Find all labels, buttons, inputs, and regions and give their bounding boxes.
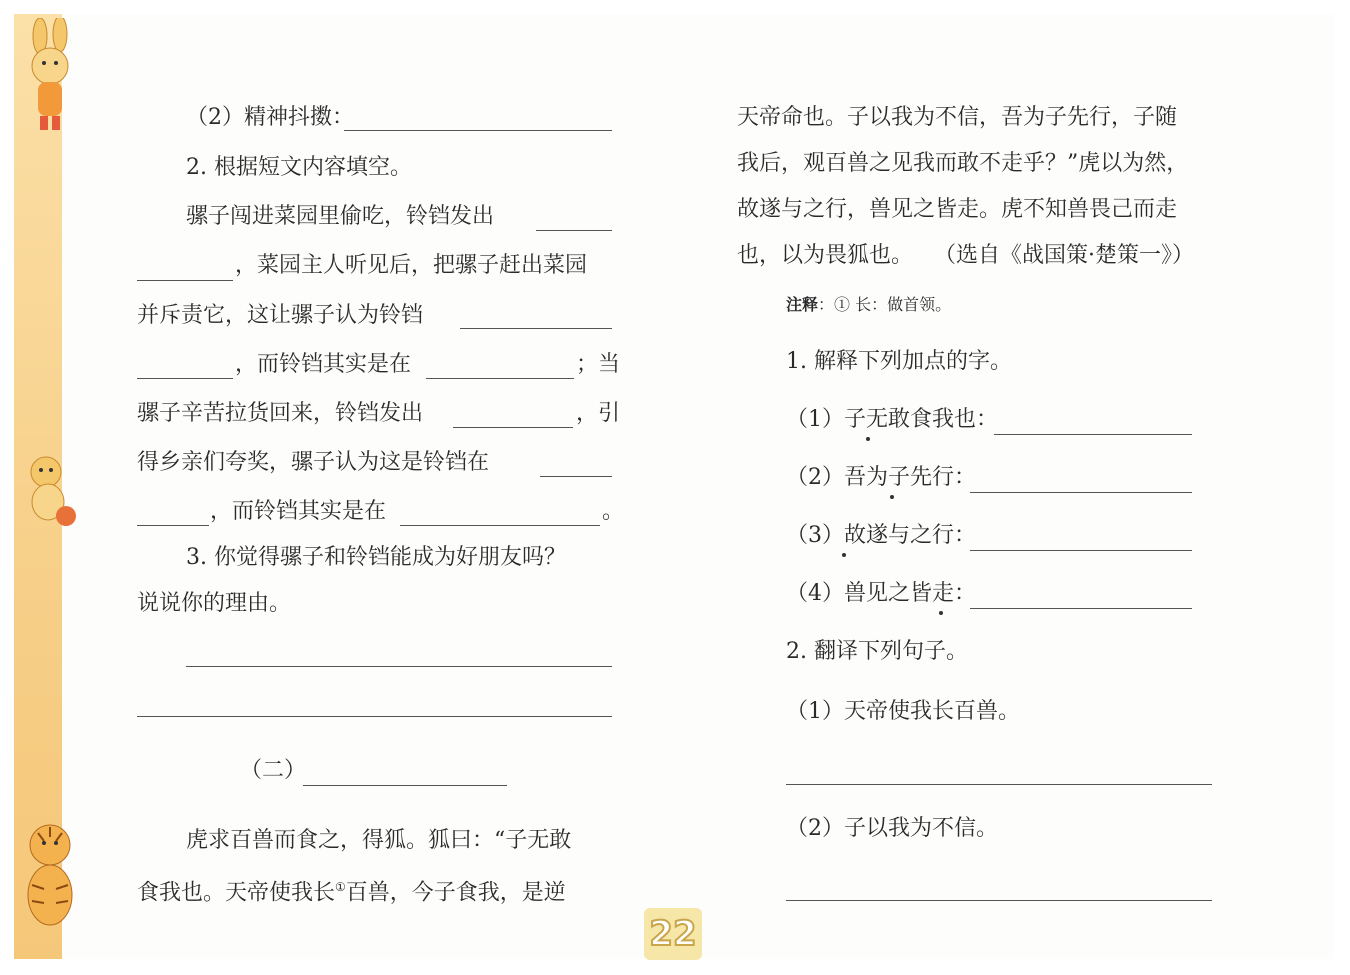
classical-text-line: 食我也。天帝使我长①百兽，今子食我，是逆 [137,880,566,906]
classical-text-line: 也，以为畏狐也。 [737,243,914,268]
source-citation: （选自《战国策·楚策一》） [934,243,1194,268]
answer-item-2: （2）精神抖擞： [186,105,354,130]
classical-text-line: 虎求百兽而食之，得狐。狐曰：“子无敢 [186,828,572,853]
tiger-mascot-icon [18,815,80,933]
answer-blank[interactable] [137,378,233,379]
answer-line[interactable] [786,784,1212,785]
question-1-item-2: （2）吾为子先行： [786,465,976,490]
squirrel-mascot-icon [18,450,80,535]
question-3: 3. 你觉得骡子和铃铛能成为好朋友吗？ [186,545,566,570]
answer-blank[interactable] [994,434,1192,435]
answer-blank[interactable] [536,230,612,231]
classical-text-line: 天帝命也。子以我为不信，吾为子先行，子随 [737,105,1178,130]
question-1-item-3: （3）故遂与之行： [786,523,976,548]
passage-line: ，而铃铛其实是在 [210,499,387,524]
answer-blank[interactable] [540,476,612,477]
question-3-cont: 说说你的理由。 [137,591,292,616]
question-1: 1. 解释下列加点的字。 [786,349,1012,374]
answer-blank[interactable] [453,427,573,428]
question-2: 2. 根据短文内容填空。 [186,155,412,180]
answer-line[interactable] [186,666,612,667]
passage-line: 骡子闯进菜园里偷吃，铃铛发出 [186,204,495,229]
page-number: 22 [644,908,702,960]
answer-blank[interactable] [970,550,1192,551]
answer-blank[interactable] [460,328,612,329]
question-1-item-4: （4）兽见之皆走： [786,581,976,606]
classical-text-line: 我后，观百兽之见我而敢不走乎？”虎以为然， [737,151,1189,176]
translate-item-1: （1）天帝使我长百兽。 [786,699,1020,724]
question-1-item-1: （1）子无敢食我也： [786,407,998,432]
emphasis-dot [939,611,943,615]
answer-blank[interactable] [400,525,600,526]
answer-blank[interactable] [970,608,1192,609]
answer-line[interactable] [786,900,1212,901]
passage-line: ；当 [576,352,621,377]
classical-text-line: 故遂与之行，兽见之皆走。虎不知兽畏己而走 [737,197,1178,222]
emphasis-dot [842,553,846,557]
answer-blank[interactable] [344,130,612,131]
footnote: 注释：① 长：做首领。 [786,295,952,314]
passage-line: 得乡亲们夸奖，骡子认为这是铃铛在 [137,450,490,475]
passage-line: ，引 [576,401,621,426]
passage-line: 骡子辛苦拉货回来，铃铛发出 [137,401,424,426]
emphasis-dot [890,495,894,499]
passage-line: ，菜园主人听见后，把骡子赶出菜园 [235,253,588,278]
answer-blank[interactable] [137,525,209,526]
footnote-marker: ① [335,880,346,894]
emphasis-dot [866,437,870,441]
answer-blank[interactable] [970,492,1192,493]
passage-line: 并斥责它，这让骡子认为铃铛 [137,303,424,328]
translate-item-2: （2）子以我为不信。 [786,816,998,841]
answer-line[interactable] [137,716,612,717]
section-heading: （二） [240,758,307,783]
passage-line: ，而铃铛其实是在 [235,352,412,377]
answer-blank[interactable] [137,280,233,281]
rabbit-mascot-icon [18,18,80,136]
answer-blank[interactable] [426,378,574,379]
question-2-translate: 2. 翻译下列句子。 [786,639,968,664]
passage-line: 。 [602,499,625,524]
section-title-blank[interactable] [303,785,507,786]
